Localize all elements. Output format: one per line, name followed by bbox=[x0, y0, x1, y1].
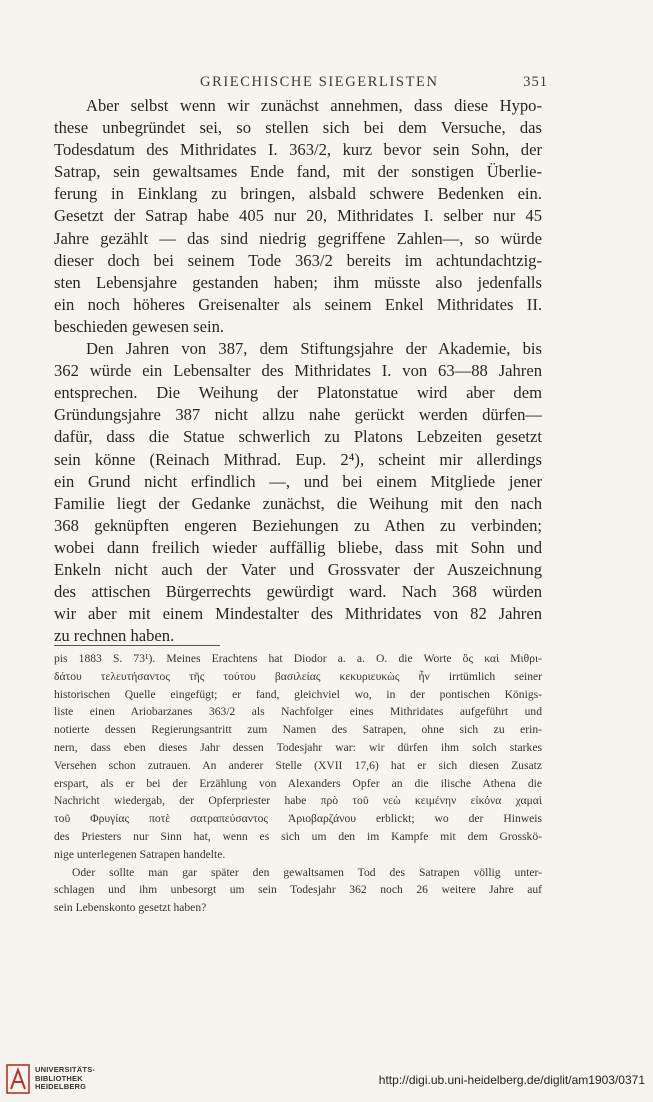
footnote-line: pis 1883 S. 73¹). Meines Erachtens hat Diodor a. a. O. die Worte ὃς καὶ Μιθρι- bbox=[54, 652, 542, 665]
text-line: wobei dann freilich wieder auffällig bliebe, dass mit Sohn und bbox=[54, 537, 542, 557]
footnote-line: Oder sollte man gar später den gewaltsamen Tod des Satrapen völlig unter- bbox=[72, 865, 542, 879]
footnote-line: nern, dass eben dieses Jahr dessen Todesjahr war: wir dürfen ihm solch starkes bbox=[54, 740, 542, 754]
paragraph-1 bbox=[54, 95, 542, 338]
footnote-line: Versehen schon zutrauen. An anderer Stelle (XVII 17,6) hat er sich diesen Zusatz bbox=[54, 758, 542, 772]
text-line: dafür, dass die Statue schwerlich zu Platons Lebzeiten gesetzt bbox=[54, 427, 542, 447]
library-line: UNIVERSITÄTS- bbox=[35, 1065, 96, 1074]
header-title: GRIECHISCHE SIEGERLISTEN bbox=[200, 74, 439, 90]
page-number: 351 bbox=[523, 74, 548, 90]
footnote-paragraph-2 bbox=[54, 864, 542, 917]
text-line: zu rechnen haben. bbox=[54, 626, 175, 646]
text-line: beschieden gewesen sein. bbox=[54, 316, 225, 336]
text-line: ein Grund nicht erfindlich —, und bei einem Mitgliede jener bbox=[54, 471, 542, 491]
text-line: ferung in Einklang zu bringen, alsbald schwere Bedenken ein. bbox=[54, 184, 542, 204]
footnote-line: δάτου τελευτήσαντος τῆς τούτου βασιλείας κεκυριευκὼς ἦν irrtümlich seiner bbox=[54, 669, 542, 683]
text-line: entsprechen. Die Weihung der Platonstatue wird aber dem bbox=[54, 383, 542, 403]
text-line: Satrap, sein gewaltsames Ende fand, mit der sonstigen Überlie- bbox=[54, 162, 542, 182]
text-line: Jahre gezählt — das sind niedrig gegriffene Zahlen—, so würde bbox=[54, 228, 542, 248]
text-line: these unbegründet sei, so stellen sich bei dem Versuche, das bbox=[54, 118, 542, 138]
text-line: wir aber mit einem Mindestalter des Mithridates von 82 Jahren bbox=[54, 604, 542, 624]
library-line: HEIDELBERG bbox=[35, 1082, 87, 1092]
text-line: 362 würde ein Lebensalter des Mithridates I. von 63—88 Jahren bbox=[54, 361, 542, 381]
text-line: sten Lebensjahre gestanden haben; ihm müsste also jedenfalls bbox=[54, 272, 542, 292]
footnotes bbox=[54, 650, 542, 917]
text-line: Gesetzt der Satrap habe 405 nur 20, Mithridates I. selber nur 45 bbox=[54, 206, 542, 226]
footnote-line: notierte dessen Regierungsantritt zum Namen des Satrapen, ohne sich zu erin- bbox=[54, 723, 542, 737]
footnote-line: liste einen Ariobarzanes 363/2 als Nachfolger eines Mithridates aufgeführt und bbox=[54, 705, 542, 719]
paragraph-2 bbox=[54, 338, 542, 647]
footnote-line: Nachricht wiedergab, der Opferpriester habe πρὸ τοῦ νεὼ κειμένην εἰκόνα χαμαὶ bbox=[54, 794, 542, 808]
text-line: des attischen Bürgerrechts gewürdigt ward. Nach 368 würden bbox=[54, 582, 542, 602]
footnote-line: sein Lebenskonto gesetzt haben? bbox=[54, 901, 207, 915]
footnote-line: historischen Quelle eingefügt; er fand, gleichviel wo, in der pontischen Königs- bbox=[54, 687, 542, 701]
footnote-divider bbox=[54, 645, 220, 646]
text-line: 368 geknüpften engeren Beziehungen zu Athen zu verbinden; bbox=[54, 515, 542, 535]
text-line: Enkeln nicht auch der Vater und Grossvater der Auszeichnung bbox=[54, 559, 542, 579]
digitization-footer bbox=[0, 1058, 653, 1102]
text-line: sein könne (Reinach Mithrad. Eup. 2⁴), scheint mir allerdings bbox=[54, 449, 542, 469]
text-line: Todesdatum des Mithridates I. 363/2, kurz bevor sein Sohn, der bbox=[54, 140, 542, 160]
footnote-line: des Priesters nur Sinn hat, wenn es sich um den im Kampfe mit dem Grosskö- bbox=[54, 829, 542, 843]
footnote-line: erspart, als er bei der Erzählung von Alexanders Opfer an die ilische Athena die bbox=[54, 776, 542, 790]
footnote-line: τοῦ Φρυγίας ποτὲ σατραπεύσαντος Ἀριοβαρζάνου erblickt; wo der Hinweis bbox=[54, 812, 542, 826]
library-logo-icon bbox=[6, 1064, 30, 1094]
text-line: ein noch höheres Greisenalter als seinem Enkel Mithridates II. bbox=[54, 294, 542, 314]
main-text bbox=[54, 95, 542, 647]
footnote-line: nige unterlegenen Satrapen handelte. bbox=[54, 847, 226, 861]
text-line: Gründungsjahre 387 nicht allzu nahe gerückt werden dürfen— bbox=[54, 405, 542, 425]
text-line: Den Jahren von 387, dem Stiftungsjahre der Akademie, bis bbox=[86, 339, 542, 359]
text-line: dieser doch bei seinem Tode 363/2 bereits im achtundachtzig- bbox=[54, 250, 542, 270]
library-line: BIBLIOTHEK bbox=[35, 1073, 83, 1083]
library-name bbox=[35, 1066, 95, 1092]
footnote-paragraph-1 bbox=[54, 650, 542, 864]
footnote-line: schlagen und ihm unbesorgt um sein Todesjahr 362 noch 26 weitere Jahre auf bbox=[54, 883, 542, 897]
text-line: Aber selbst wenn wir zunächst annehmen, dass diese Hypo- bbox=[86, 96, 542, 115]
source-url-link[interactable]: http://digi.ub.uni-heidelberg.de/diglit/am1903/0371 bbox=[378, 1073, 645, 1087]
text-line: Familie liegt der Gedanke zunächst, die Weihung mit den nach bbox=[54, 493, 542, 513]
